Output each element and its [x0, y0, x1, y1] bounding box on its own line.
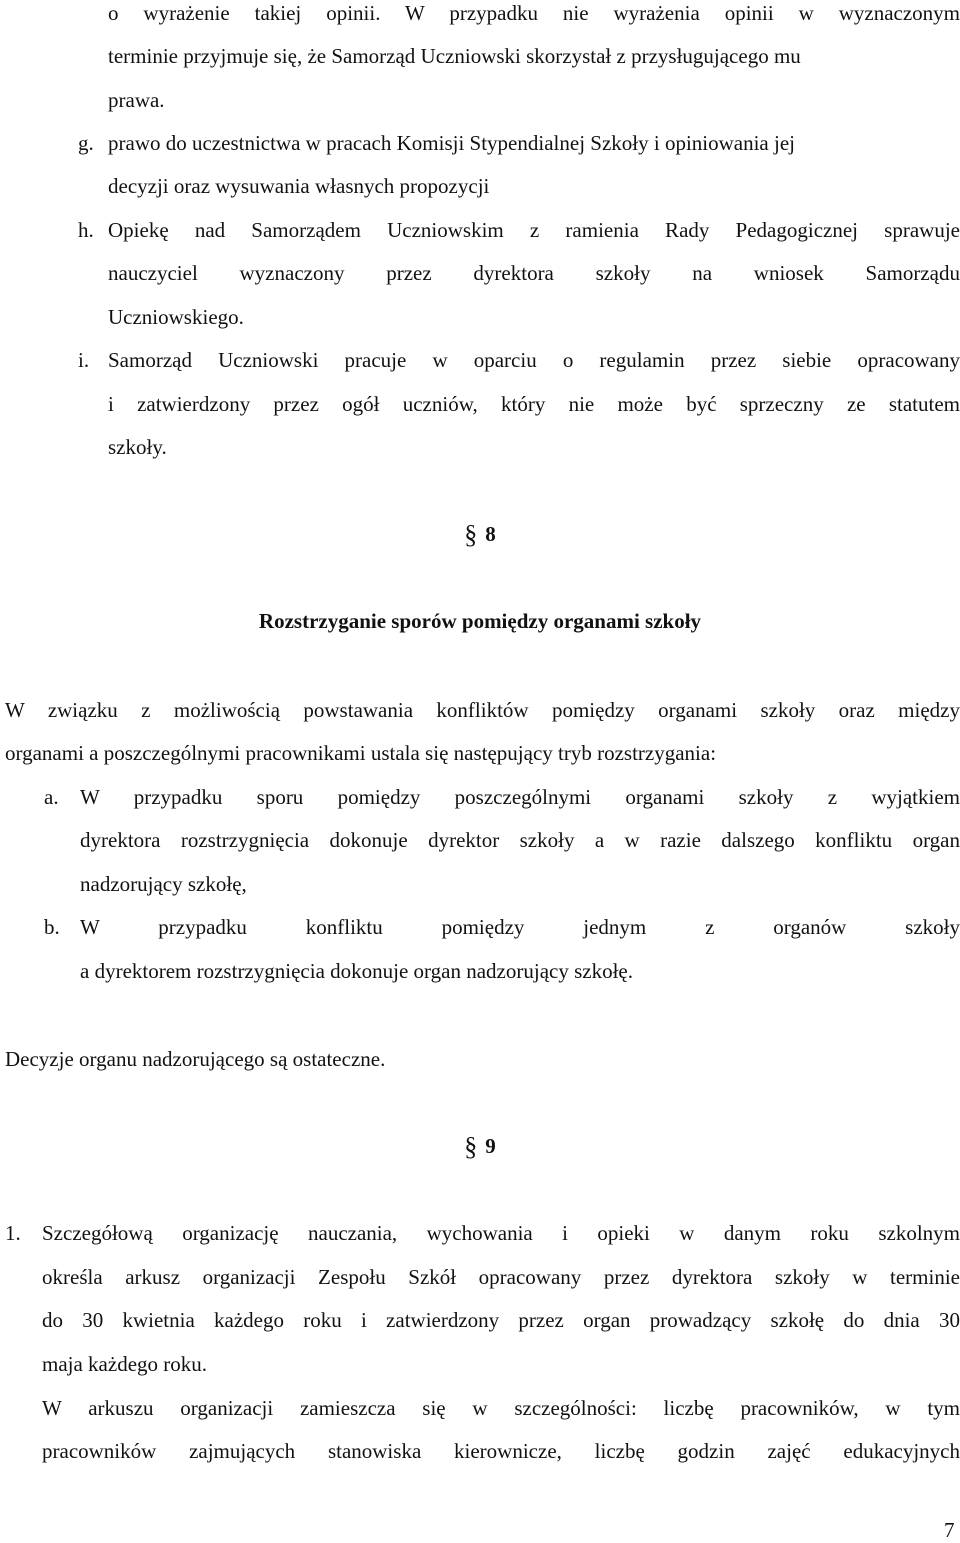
item-h-line-1: Opiekę nad Samorządem Uczniowskim z ramienia Rady Pedagogicznej sprawuje	[108, 218, 960, 242]
item-1-cont-line-1: W arkuszu organizacji zamieszcza się w szczególności: liczbę pracowników, w tym	[42, 1396, 960, 1420]
item-1-line-1: Szczegółową organizację nauczania, wychowania i opieki w danym roku szkolnym	[42, 1221, 960, 1245]
item-b-line-2: a dyrektorem rozstrzygnięcia dokonuje organ nadzorujący szkołę.	[80, 959, 633, 983]
item-i-label: i.	[78, 348, 90, 372]
item-g-label: g.	[78, 131, 94, 155]
section-mark: §	[464, 1132, 478, 1161]
section-8-number: 8	[485, 522, 496, 546]
item-b-label: b.	[44, 915, 60, 939]
section-9-number: 9	[485, 1134, 496, 1158]
item-b-line-1: W przypadku konfliktu pomiędzy jednym z organów szkoły	[80, 915, 960, 939]
item-f-line-2: terminie przyjmuje się, że Samorząd Uczniowski skorzystał z przysługującego mu	[108, 44, 801, 68]
section-9-heading	[0, 1133, 960, 1160]
page-number: 7	[944, 1518, 955, 1542]
item-a-line-1: W przypadku sporu pomiędzy poszczególnymi organami szkoły z wyjątkiem	[80, 785, 960, 809]
section-mark: §	[464, 520, 478, 549]
item-a-line-3: nadzorujący szkołę,	[80, 872, 247, 896]
item-1-line-4: maja każdego roku.	[42, 1352, 208, 1376]
item-1-label: 1.	[5, 1221, 21, 1245]
item-i-line-2: i zatwierdzony przez ogół uczniów, który nie może być sprzeczny ze statutem	[108, 392, 960, 416]
section-8-final: Decyzje organu nadzorującego są ostateczne.	[5, 1047, 386, 1071]
item-h-line-3: Uczniowskiego.	[108, 305, 244, 329]
item-a-label: a.	[44, 785, 59, 809]
item-f-line-3: prawa.	[108, 88, 165, 112]
section-8-title: Rozstrzyganie sporów pomiędzy organami szkoły	[258, 609, 702, 633]
item-g-line-1: prawo do uczestnictwa w pracach Komisji Stypendialnej Szkoły i opiniowania jej	[108, 131, 795, 155]
item-h-line-2: nauczyciel wyznaczony przez dyrektora szkoły na wniosek Samorządu	[108, 261, 960, 285]
item-a-line-2: dyrektora rozstrzygnięcia dokonuje dyrektor szkoły a w razie dalszego konfliktu organ	[80, 828, 960, 852]
item-1-line-2: określa arkusz organizacji Zespołu Szkół opracowany przez dyrektora szkoły w terminie	[42, 1265, 960, 1289]
item-g-line-2: decyzji oraz wysuwania własnych propozycji	[108, 174, 490, 198]
item-f-line-1: o wyrażenie takiej opinii. W przypadku nie wyrażenia opinii w wyznaczonym	[108, 1, 960, 25]
item-h-label: h.	[78, 218, 94, 242]
section-8-intro-line-2: organami a poszczególnymi pracownikami ustala się następujący tryb rozstrzygania:	[5, 741, 717, 765]
section-8-intro-line-1: W związku z możliwością powstawania konfliktów pomiędzy organami szkoły oraz między	[5, 698, 960, 722]
section-8-heading	[0, 521, 960, 548]
item-1-line-3: do 30 kwietnia każdego roku i zatwierdzony przez organ prowadzący szkołę do dnia 30	[42, 1308, 960, 1332]
item-i-line-3: szkoły.	[108, 435, 167, 459]
item-1-cont-line-2: pracowników zajmujących stanowiska kierownicze, liczbę godzin zajęć edukacyjnych	[42, 1439, 960, 1463]
item-i-line-1: Samorząd Uczniowski pracuje w oparciu o regulamin przez siebie opracowany	[108, 348, 960, 372]
